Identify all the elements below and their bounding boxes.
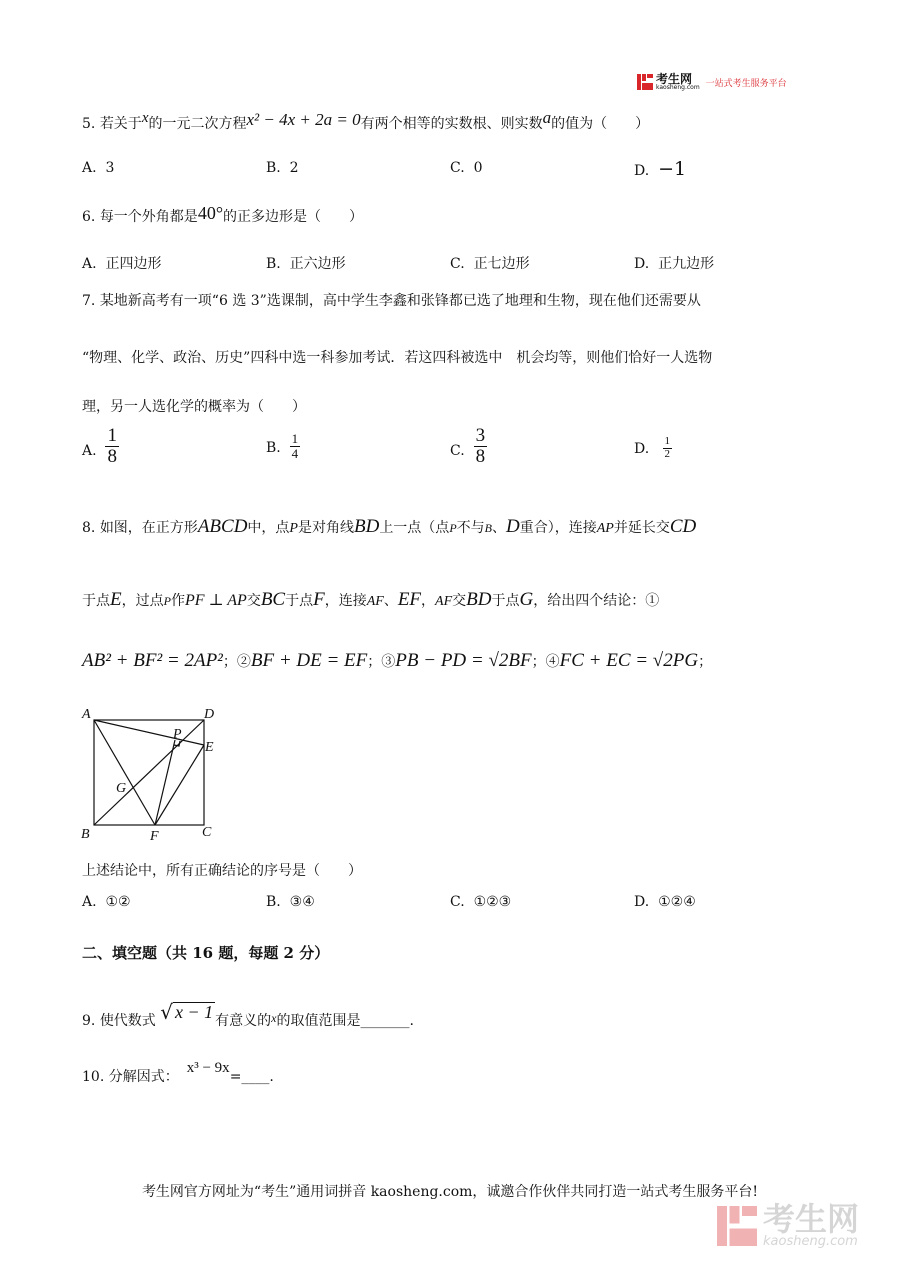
q5-equation: x² − 4x + 2a = 0: [246, 110, 361, 129]
label-d: D: [204, 707, 215, 722]
q8-question: 上述结论中，所有正确结论的序号是（ ）: [82, 863, 362, 879]
q8-option-b[interactable]: B. ③④: [266, 894, 315, 910]
q5-option-a[interactable]: A. 3: [82, 160, 115, 176]
q8-option-c[interactable]: C. ①②③: [450, 894, 512, 910]
conclusion-1: AB² + BF² = 2AP²: [82, 650, 223, 671]
q10-stem: 10. 分解因式：x³ − 9x=____.: [82, 1060, 274, 1085]
label-g: G: [116, 781, 127, 796]
q8-conclusions: AB² + BF² = 2AP²；②BF + DE = EF；③PB − PD = √2BF；④FC + EC = √2PG；: [82, 650, 713, 671]
q8-line-1: 8. 如图，在正方形ABCD中，点P是对角线BD上一点（点P不与B、D重合），连接AP并延长交CD: [82, 516, 697, 537]
q7-option-c[interactable]: C. $\frac{3}{8}$: [450, 425, 486, 467]
q5-stem: 5. 若关于x的一元二次方程x² − 4x + 2a = 0有两个相等的实数根、则实数a的值为（ ）: [82, 108, 650, 132]
q9-stem: 9. 使代数式 √ x − 1 有意义的x的取值范围是_______.: [82, 1000, 414, 1029]
q8-option-a[interactable]: A. ①②: [82, 894, 131, 910]
segment-ef: [155, 745, 204, 825]
q7-option-b[interactable]: B. $\frac{1}{4}$: [266, 431, 299, 461]
q7-option-d[interactable]: D. $\frac{1}{2}$: [634, 435, 671, 460]
q5-option-c[interactable]: C. 0: [450, 160, 483, 176]
kaosheng-logo-icon: [637, 74, 653, 90]
label-c: C: [202, 825, 212, 840]
q7-line-2: “物理、化学、政治、历史”四科中选一科参加考试．若这四科被选中 机会均等，则他们恰好一人选物: [82, 350, 713, 366]
conclusion-2: BF + DE = EF: [250, 650, 368, 671]
q7-option-a[interactable]: A. $\frac{1}{8}$: [82, 425, 117, 467]
q6-option-c[interactable]: C. 正七边形: [450, 256, 530, 272]
q6-stem: 6. 每一个外角都是40°的正多边形是（ ）: [82, 203, 364, 225]
q10-expression: x³ − 9x: [186, 1060, 230, 1076]
brand-name: 考生网: [656, 72, 693, 86]
q8-square-figure: [78, 702, 228, 842]
segment-af: [94, 720, 155, 825]
q5-option-b[interactable]: B. 2: [266, 160, 299, 176]
label-e: E: [205, 740, 214, 755]
header-logo: [637, 73, 787, 91]
label-p: P: [173, 727, 182, 742]
q8-option-d[interactable]: D. ①②④: [634, 894, 696, 910]
watermark-logo: 考生网 kaosheng.com: [717, 1203, 859, 1248]
segment-pf: [155, 740, 175, 825]
page-footer: 考生网官方网址为“考生”通用词拼音 kaosheng.com，诚邀合作伙伴共同打造一站式考生服务平台!: [141, 1184, 759, 1200]
segment-ae: [94, 720, 204, 745]
q6-option-d[interactable]: D. 正九边形: [634, 256, 715, 272]
q7-line-3: 理，另一人选化学的概率为（ ）: [82, 399, 306, 415]
brand-slogan: 一站式考生服务平台: [705, 78, 787, 89]
brand-domain: kaosheng.com: [656, 84, 700, 91]
q5-option-d[interactable]: D. −1: [634, 158, 687, 180]
label-b: B: [81, 827, 90, 842]
q9-sqrt: √ x − 1: [160, 1000, 214, 1024]
conclusion-4: FC + EC = √2PG: [559, 650, 699, 671]
section-2-title: 二、填空题（共 16 题，每题 2 分）: [82, 944, 330, 962]
q6-option-a[interactable]: A. 正四边形: [82, 256, 162, 272]
q8-line-2: 于点E，过点P作PF ⊥ AP交BC于点F，连接AF、EF，AF交BD于点G，给出四个结论：①: [82, 589, 660, 610]
conclusion-3: PB − PD = √2BF: [395, 650, 532, 671]
label-a: A: [82, 707, 91, 722]
q7-line-1: 7. 某地新高考有一项“6 选 3”选课制，高中学生李鑫和张锋都已选了地理和生物，现在他们还需要从: [82, 293, 701, 309]
label-f: F: [150, 829, 159, 842]
watermark-logo-icon: [717, 1206, 757, 1246]
q6-option-b[interactable]: B. 正六边形: [266, 256, 346, 272]
